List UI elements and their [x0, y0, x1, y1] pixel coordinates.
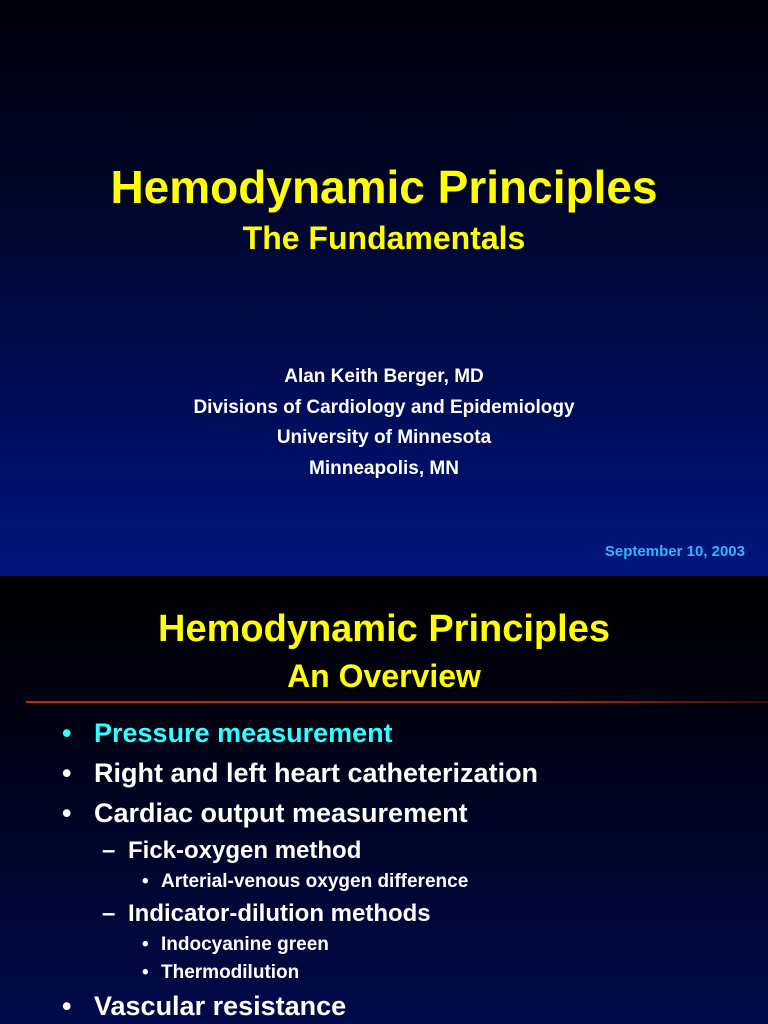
- sub-sub-bullet-item: Thermodilution: [161, 962, 300, 983]
- bullet-item: Vascular resistance: [94, 991, 347, 1021]
- sub-sub-bullet-marker: •: [142, 871, 149, 892]
- author-division: Divisions of Cardiology and Epidemiology: [193, 396, 575, 418]
- sub-sub-bullet-item: Arterial-venous oxygen difference: [161, 871, 469, 892]
- presentation-date: September 10, 2003: [604, 543, 745, 560]
- sub-sub-bullet-item: Indocyanine green: [161, 934, 329, 955]
- author-location: Minneapolis, MN: [309, 457, 459, 479]
- sub-bullet-marker: –: [102, 837, 116, 864]
- overview-slide: [0, 576, 768, 1024]
- sub-bullet-marker: –: [102, 900, 116, 927]
- title-divider: [26, 701, 768, 703]
- author-name: Alan Keith Berger, MD: [284, 366, 484, 387]
- bullet-item: Right and left heart catheterization: [94, 758, 539, 788]
- sub-sub-bullet-marker: •: [142, 934, 149, 955]
- bullet-marker: •: [62, 758, 72, 788]
- bullet-marker: •: [62, 798, 72, 828]
- slide-subtitle: An Overview: [287, 658, 481, 694]
- slide-subtitle: The Fundamentals: [242, 220, 526, 256]
- bullet-item: Cardiac output measurement: [94, 798, 468, 828]
- author-university: University of Minnesota: [276, 427, 492, 448]
- author-block: [0, 364, 768, 486]
- slide-title: Hemodynamic Principles: [158, 608, 610, 650]
- sub-sub-bullet-marker: •: [142, 962, 149, 983]
- bullet-marker: •: [62, 991, 72, 1021]
- bullet-item: Pressure measurement: [94, 718, 393, 748]
- sub-bullet-item: Fick-oxygen method: [128, 837, 362, 864]
- sub-bullet-item: Indicator-dilution methods: [128, 900, 431, 927]
- slide-title: Hemodynamic Principles: [110, 161, 658, 213]
- bullet-marker: •: [62, 718, 72, 748]
